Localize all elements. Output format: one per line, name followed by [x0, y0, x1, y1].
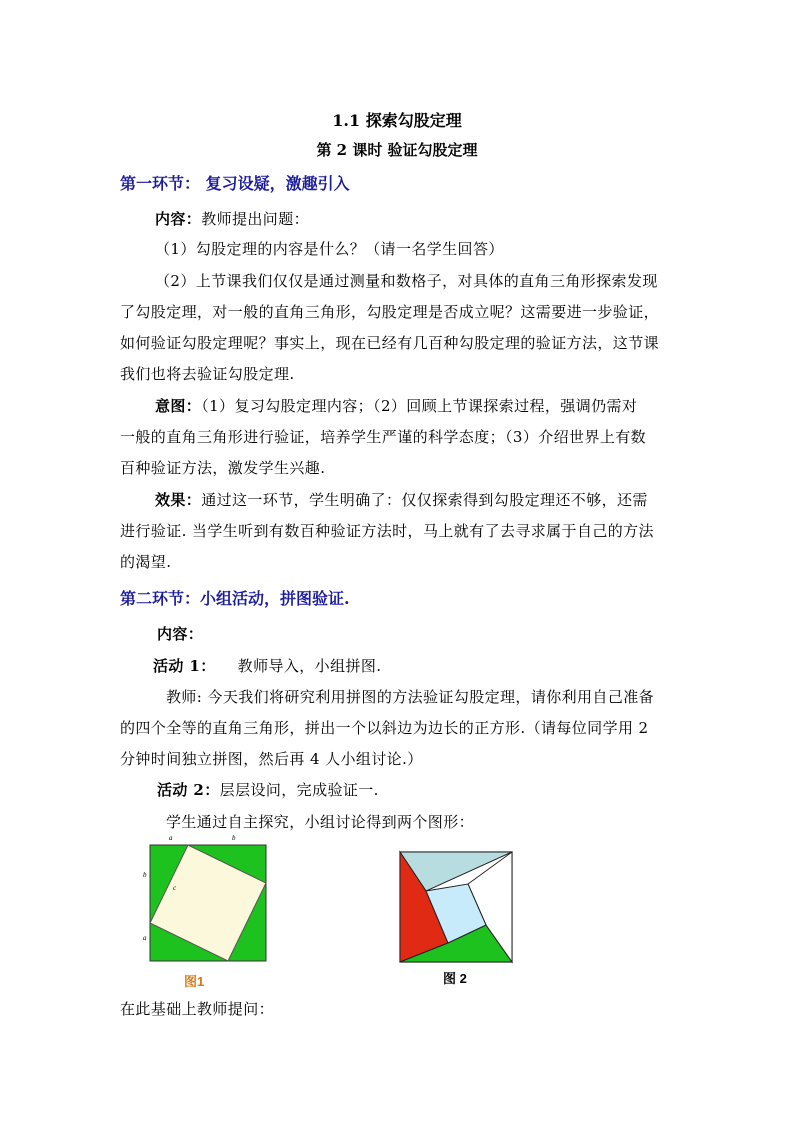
s1-effect-line: 效果：通过这一环节，学生明确了：仅仅探索得到勾股定理还不够，还需	[155, 491, 648, 509]
fig1-label-a-left: a	[143, 934, 147, 942]
s2-closing: 在此基础上教师提问：	[120, 1000, 275, 1018]
s2-student-text: 学生通过自主探究，小组讨论得到两个图形：	[166, 813, 475, 831]
s1-q2-line: 了勾股定理，对一般的直角三角形，勾股定理是否成立呢？这需要进一步验证，	[120, 303, 660, 321]
figure-1-drawing	[140, 830, 280, 990]
s1-effect-label: 效果：	[155, 491, 202, 509]
s2-teacher-line: 分钟时间独立拼图，然后再 4 人小组讨论.）	[120, 750, 423, 768]
figure-2-caption: 图 2	[443, 971, 467, 986]
s1-q2-line: （2）上节课我们仅仅是通过测量和数格子，对具体的直角三角形探索发现	[155, 272, 658, 290]
s2-activity2-label: 活动 2：	[157, 781, 220, 799]
section1-heading: 第一环节： 复习设疑，激趣引入	[120, 174, 350, 193]
s2-content-label: 内容：	[157, 625, 204, 643]
figure-1-caption: 图1	[184, 974, 205, 989]
s2-teacher-line: 教师: 今天我们将研究利用拼图的方法验证勾股定理，请你利用自己准备	[166, 688, 655, 706]
s1-content-label: 内容：	[155, 210, 202, 228]
s2-teacher-line: 的四个全等的直角三角形，拼出一个以斜边为边长的正方形.（请每位同学用 2	[120, 719, 649, 737]
s1-content-text: 教师提出问题：	[201, 210, 310, 228]
doc-subtitle: 第 2 课时 验证勾股定理	[316, 141, 478, 159]
s1-q2-line: 我们也将去验证勾股定理.	[120, 365, 295, 383]
figure-2	[396, 848, 516, 966]
s1-q2-line: 如何验证勾股定理呢？事实上，现在已经有几百种勾股定理的验证方法，这节课	[120, 334, 660, 352]
fig1-label-b-top: b	[232, 834, 236, 842]
fig1-label-a-top: a	[169, 834, 173, 842]
s2-activity2-text: 层层设问，完成验证一.	[219, 781, 379, 799]
s1-intent-label: 意图：	[155, 397, 202, 415]
s2-activity1-line	[153, 655, 381, 676]
s2-activity1-text: 教师导入，小组拼图.	[237, 657, 382, 675]
fig1-label-b-left: b	[143, 871, 147, 879]
s1-content-line	[155, 208, 309, 229]
figure-2-drawing	[396, 848, 516, 966]
s2-activity2-line	[157, 779, 379, 800]
doc-title: 1.1 探索勾股定理	[332, 111, 462, 130]
section2-heading: 第二环节：小组活动，拼图验证.	[120, 589, 350, 608]
s1-q1: （1）勾股定理的内容是什么？（请一名学生回答）	[155, 240, 504, 258]
s2-activity1-label: 活动 1：	[153, 657, 216, 675]
figure-1	[140, 830, 280, 990]
s1-effect-line: 进行验证. 当学生听到有数百种验证方法时，马上就有了去寻求属于自己的方法	[120, 522, 654, 540]
s1-intent-line: 一般的直角三角形进行验证，培养学生严谨的科学态度；（3）介绍世界上有数	[120, 428, 647, 446]
s1-intent-line: 意图：（1）复习勾股定理内容；（2）回顾上节课探索过程，强调仍需对	[155, 397, 638, 415]
fig1-label-c: c	[173, 884, 177, 892]
s1-intent-line: 百种验证方法，激发学生兴趣.	[120, 459, 326, 477]
s1-effect-line: 的渴望.	[120, 553, 172, 571]
